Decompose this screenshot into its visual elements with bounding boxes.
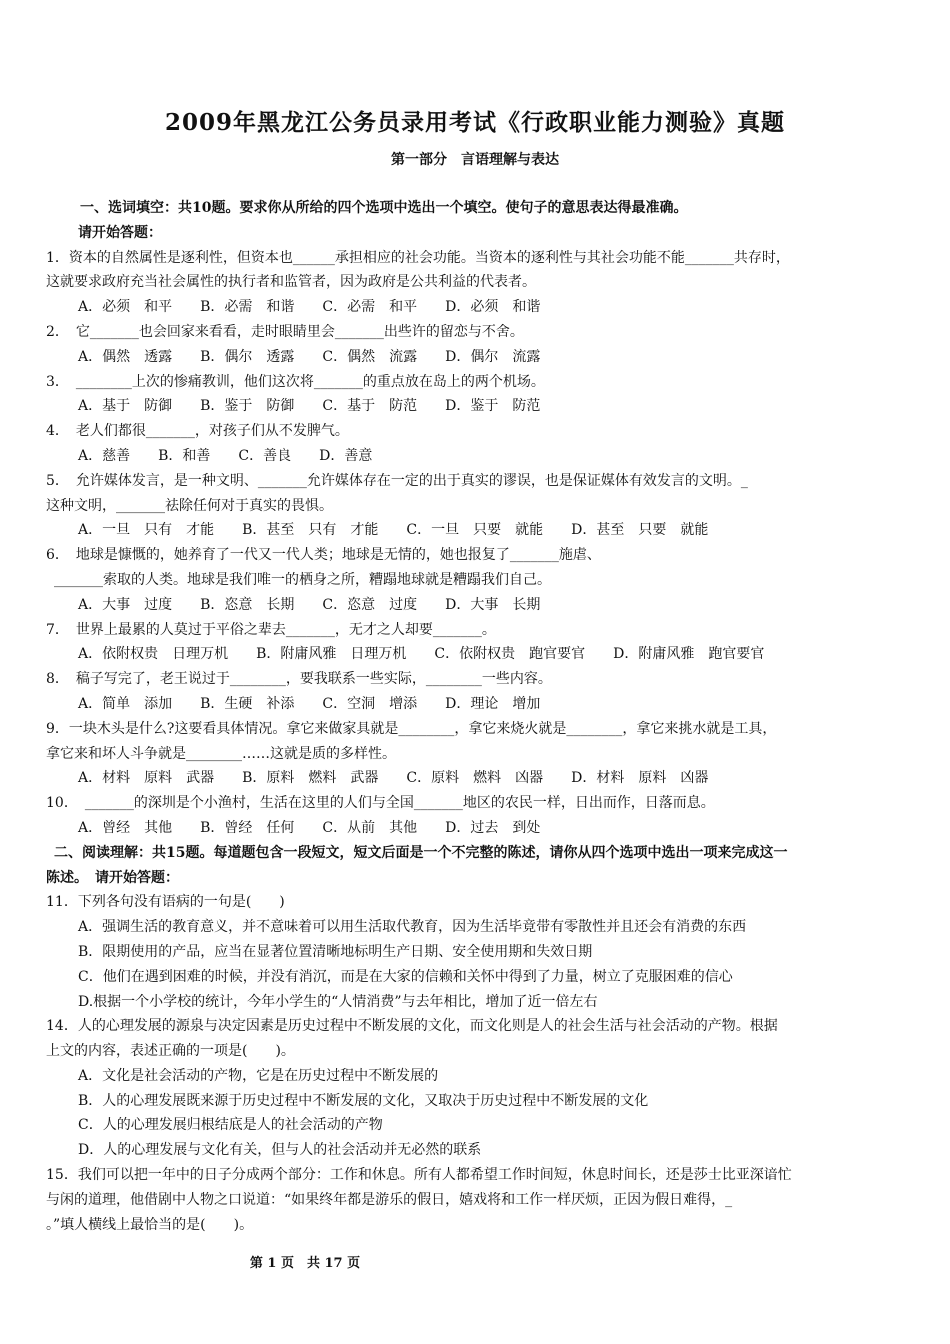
text-line: 。”填人横线上最恰当的是( )。: [46, 1216, 254, 1233]
text-line: 一、选词填空：共10题。要求你从所给的四个选项中选出一个填空。使句子的意思表达得最准确。: [80, 200, 688, 216]
text-line: 陈述。 请开始答题：: [46, 869, 179, 886]
text-line: 这种文明，_______祛除任何对于真实的畏惧。: [46, 497, 333, 514]
text-line: A．文化是社会活动的产物，它是在历史过程中不断发展的: [78, 1067, 439, 1084]
text-line: 请开始答题：: [78, 224, 162, 241]
text-line: 14．人的心理发展的源泉与决定因素是历史过程中不断发展的文化，而文化则是人的社会生活与社会活动的产物。根据: [46, 1018, 778, 1035]
text-line: 10． _______的深圳是个小渔村，生活在这里的人们与全国_______地区的农民一样，日出而作，日落而息。: [46, 795, 715, 812]
text-line: 拿它来和坏人斗争就是________……这就是质的多样性。: [46, 745, 396, 762]
text-line: 6． 地球是慷慨的，她养育了一代又一代人类；地球是无情的，她也报复了_______施虐、: [46, 547, 601, 564]
text-line: A．偶然 透露 B．偶尔 透露 C．偶然 流露 D．偶尔 流露: [78, 348, 541, 365]
text-line: 15．我们可以把一年中的日子分成两个部分：工作和休息。所有人都希望工作时间短，休息时间长，还是莎士比亚深谙忙: [46, 1167, 792, 1184]
text-line: A．曾经 其他 B．曾经 任何 C．从前 其他 D．过去 到处: [78, 819, 541, 836]
text-line: 上文的内容，表述正确的一项是( )。: [46, 1043, 295, 1060]
part-heading: 第一部分 言语理解与表达: [391, 152, 559, 168]
text-line: C．人的心理发展归根结底是人的社会活动的产物: [78, 1117, 383, 1134]
text-line: 二、阅读理解：共15题。每道题包含一段短文，短文后面是一个不完整的陈述，请你从四个选项中选出一项来完成这一: [54, 844, 788, 861]
text-line: B．人的心理发展既来源于历史过程中不断发展的文化，又取决于历史过程中不断发展的文化: [78, 1092, 649, 1109]
text-line: 这就要求政府充当社会属性的执行者和监管者，因为政府是公共利益的代表者。: [46, 274, 536, 291]
text-line: 1．资本的自然属性是逐利性，但资本也______承担相应的社会功能。当资本的逐利性与其社会功能不能_______共存时，: [46, 249, 790, 266]
text-line: A．一旦 只有 才能 B．甚至 只有 才能 C．一旦 只要 就能 D．甚至 只要 就能: [78, 522, 709, 539]
text-line: 与闲的道理，他借剧中人物之口说道：“如果终年都是游乐的假日，嬉戏将和工作一样厌烦，正因为假日难得，_: [46, 1191, 733, 1208]
text-line: A．慈善 B．和善 C．善良 D．善意: [78, 447, 373, 464]
text-line: B．限期使用的产品，应当在显著位置清晰地标明生产日期、安全使用期和失效日期: [78, 943, 593, 960]
text-line: D．人的心理发展与文化有关，但与人的社会活动并无必然的联系: [78, 1142, 482, 1159]
text-line: A．简单 添加 B．生硬 补添 C．空洞 增添 D．理论 增加: [78, 695, 541, 712]
text-line: 8． 稿子写完了，老王说过于________，要我联系一些实际，________一些内容。: [46, 671, 552, 688]
text-line: _______索取的人类。地球是我们唯一的栖身之所，糟蹋地球就是糟蹋我们自己。: [54, 571, 551, 588]
text-line: A．材料 原料 武器 B．原料 燃料 武器 C．原料 燃料 凶器 D．材料 原料 凶器: [78, 770, 709, 787]
text-line: 3． ________上次的惨痛教训，他们这次将_______的重点放在岛上的两个机场。: [46, 373, 545, 390]
text-line: 4． 老人们都很_______，对孩子们从不发脾气。: [46, 423, 349, 440]
document-body: [46, 196, 916, 1237]
text-line: A．必须 和平 B．必需 和谐 C．必需 和平 D．必须 和谐: [78, 299, 541, 316]
text-line: D.根据一个小学校的统计，今年小学生的“人情消费”与去年相比，增加了近一倍左右: [78, 993, 598, 1010]
text-line: 5． 允许媒体发言，是一种文明、_______允许媒体存在一定的出于真实的谬误，也是保证媒体有效发言的文明。_: [46, 472, 748, 489]
text-line: C．他们在遇到困难的时候，并没有消沉，而是在大家的信赖和关怀中得到了力量，树立了克服困难的信心: [78, 968, 733, 985]
text-line: 11．下列各句没有语病的一句是( ): [46, 894, 285, 911]
text-line: 7． 世界上最累的人莫过于平俗之辈去_______，无才之人却要_______。: [46, 621, 496, 638]
document-title: 2009年黑龙江公务员录用考试《行政职业能力测验》真题: [164, 109, 785, 136]
text-line: 2． 它_______也会回家来看看，走时眼睛里会_______出些许的留恋与不舍。: [46, 323, 524, 340]
text-line: A．基于 防御 B．鉴于 防御 C．基于 防范 D．鉴于 防范: [78, 398, 541, 415]
page-footer: 第 1 页 共 17 页: [249, 1256, 361, 1271]
text-line: A．大事 过度 B．恣意 长期 C．恣意 过度 D．大事 长期: [78, 596, 541, 613]
text-line: A．依附权贵 日理万机 B．附庸风雅 日理万机 C．依附权贵 跑官要官 D．附庸风雅 跑官要官: [78, 646, 765, 663]
text-line: 9．一块木头是什么?这要看具体情况。拿它来做家具就是________，拿它来烧火就是________，拿它来挑水就是工具，: [46, 720, 777, 737]
text-line: A．强调生活的教育意义，并不意味着可以用生活取代教育，因为生活毕竟带有零散性并且还会有消费的东西: [78, 919, 747, 936]
